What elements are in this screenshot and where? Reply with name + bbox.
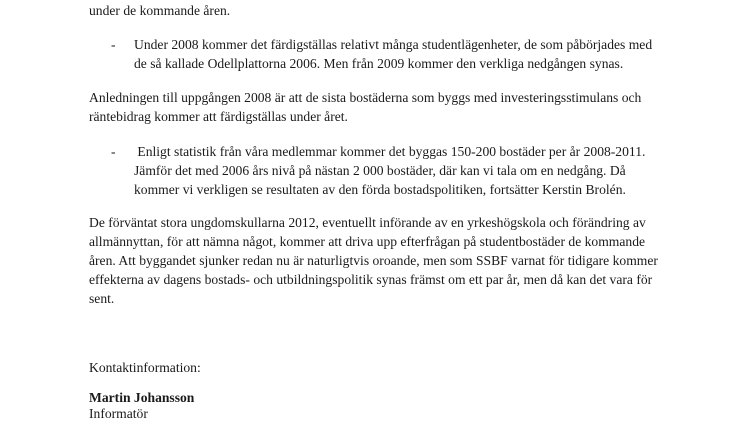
paragraph-2-line-2: räntebidrag kommer att färdigställas under året. (89, 109, 348, 124)
paragraph-2-line-1: Anledningen till uppgången 2008 är att de sista bostäderna som byggs med investeringsstimulans och (89, 90, 642, 105)
bullet-1-line-1: Under 2008 kommer det färdigställas relativt många studentlägenheter, de som påbörjades med (134, 37, 653, 52)
bullet-2-line-3: kommer vi verkligen se resultaten av den förda bostadspolitiken, fortsätter Kerstin Brolén. (134, 182, 626, 197)
bullet-2-line-2: Jämför det med 2006 års nivå på nästan 2 000 bostäder, där kan vi tala om en nedgång. Då (134, 163, 626, 178)
contact-title: Informatör (89, 406, 148, 421)
paragraph-3-line-3: åren. Att byggandet sjunker redan nu är naturligtvis oroande, men som SSBF varnat för tidigare kommer (89, 253, 658, 268)
paragraph-3-line-1: De förväntat stora ungdomskullarna 2012, eventuellt införande av en yrkeshögskola och förändring av (89, 215, 646, 230)
bullet-2-line-1: Enligt statistik från våra medlemmar kommer det byggas 150-200 bostäder per år 2008-2011. (134, 144, 646, 159)
paragraph-3-line-4: effekterna av dagens bostads- och utbildningspolitik synas främst om ett par år, men då kan det vara för (89, 272, 653, 287)
intro-tail-text: under de kommande åren. (89, 3, 231, 18)
paragraph-3-line-2: allmännyttan, för att nämna något, kommer att driva upp efterfrågan på studentbostäder de kommande (89, 234, 646, 249)
contact-heading: Kontaktinformation: (89, 360, 201, 375)
bullet-1-marker: - (111, 37, 116, 52)
bullet-1-line-2: de så kallade Odellplattorna 2006. Men från 2009 kommer den verkliga nedgången synas. (134, 56, 624, 71)
paragraph-3-line-5: sent. (89, 291, 115, 306)
bullet-2-marker: - (111, 144, 116, 159)
contact-name: Martin Johansson (89, 390, 195, 405)
